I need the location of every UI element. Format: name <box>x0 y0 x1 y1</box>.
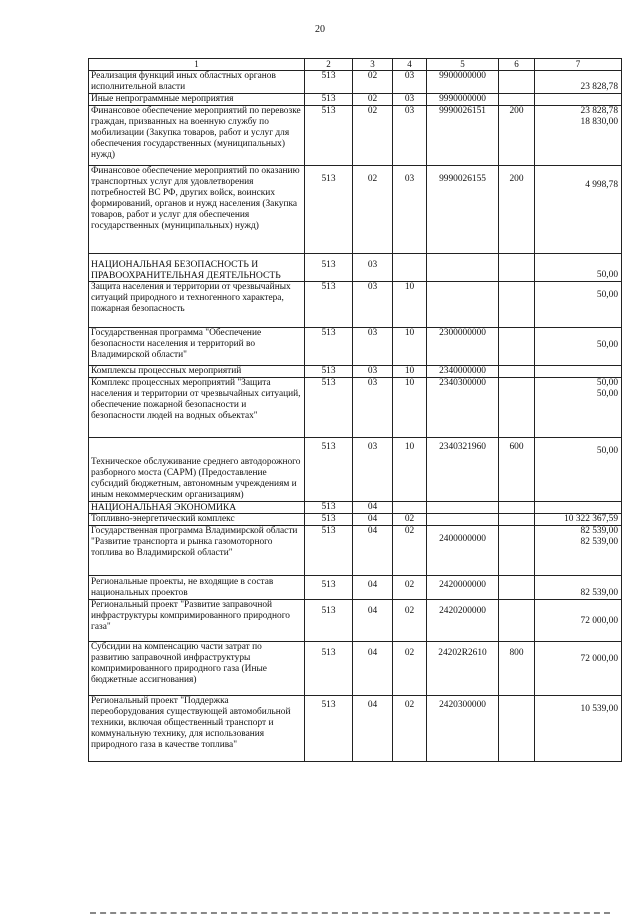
row-name: Финансовое обеспечение мероприятий по оказанию транспортных услуг для удовлетворения потребностей ВС РФ, других войск, воинских формирований, органов и нужд населения (Закупка товаров, работ и услуг для обеспечения государственных (муниципальных) нужд) <box>89 166 305 254</box>
table-row <box>89 526 622 576</box>
row-section: 02 <box>353 166 393 254</box>
row-subsection: 10 <box>393 438 427 502</box>
row-name: Региональный проект "Развитие заправочной инфраструктуры компримированного природного газа" <box>89 600 305 642</box>
row-section: 04 <box>353 514 393 526</box>
row-amount: 82 539,00 <box>535 576 622 600</box>
row-code-ministry: 513 <box>305 526 353 576</box>
table-row <box>89 106 622 166</box>
row-amount <box>535 378 622 438</box>
row-amount-value: 82 539,00 <box>580 526 618 536</box>
row-target-article <box>427 254 499 282</box>
header-cell: 4 <box>393 59 427 71</box>
row-subsection: 02 <box>393 642 427 696</box>
row-amount: 72 000,00 <box>535 600 622 642</box>
table-row <box>89 642 622 696</box>
row-subsection: 03 <box>393 71 427 94</box>
row-amount-value-2: 50,00 <box>596 389 618 399</box>
row-code-ministry: 513 <box>305 71 353 94</box>
row-section: 02 <box>353 106 393 166</box>
table-row <box>89 254 622 282</box>
row-section: 04 <box>353 526 393 576</box>
row-code-ministry: 513 <box>305 514 353 526</box>
row-section: 03 <box>353 254 393 282</box>
table-row <box>89 600 622 642</box>
budget-table <box>88 58 622 762</box>
row-section: 03 <box>353 378 393 438</box>
table-row <box>89 696 622 762</box>
row-target-article: 9990026151 <box>427 106 499 166</box>
row-code-ministry: 513 <box>305 254 353 282</box>
row-code-ministry: 513 <box>305 502 353 514</box>
row-name: Техническое обслуживание среднего автодорожного разборного моста (САРМ) (Предоставление субсидий бюджетным, автономным учреждениям и иным некоммерческим организациям) <box>89 438 305 502</box>
row-section: 02 <box>353 94 393 106</box>
row-amount: 50,00 <box>535 438 622 502</box>
row-section: 04 <box>353 600 393 642</box>
row-amount: 50,00 <box>535 254 622 282</box>
row-name: Финансовое обеспечение мероприятий по перевозке граждан, призванных на военную службу по мобилизации (Закупка товаров, работ и услуг для обеспечения государственных (муниципальных) нужд) <box>89 106 305 166</box>
row-amount: 72 000,00 <box>535 642 622 696</box>
row-target-article: 2340300000 <box>427 378 499 438</box>
row-code-ministry: 513 <box>305 576 353 600</box>
table-row <box>89 94 622 106</box>
row-subsection: 02 <box>393 696 427 762</box>
row-expense-type <box>499 526 535 576</box>
table-row <box>89 366 622 378</box>
row-target-article: 24202R2610 <box>427 642 499 696</box>
row-name: НАЦИОНАЛЬНАЯ ЭКОНОМИКА <box>89 502 305 514</box>
row-expense-type: 200 <box>499 166 535 254</box>
row-section: 04 <box>353 576 393 600</box>
row-amount: 10 539,00 <box>535 696 622 762</box>
row-name: Государственная программа "Обеспечение безопасности населения и территорий во Владимирской области" <box>89 328 305 366</box>
row-amount <box>535 502 622 514</box>
row-code-ministry: 513 <box>305 378 353 438</box>
row-target-article: 2400000000 <box>427 526 499 576</box>
row-section: 03 <box>353 328 393 366</box>
row-code-ministry: 513 <box>305 328 353 366</box>
row-amount <box>535 94 622 106</box>
row-name: НАЦИОНАЛЬНАЯ БЕЗОПАСНОСТЬ И ПРАВООХРАНИТЕЛЬНАЯ ДЕЯТЕЛЬНОСТЬ <box>89 254 305 282</box>
row-amount-value: 50,00 <box>596 378 618 388</box>
row-subsection: 10 <box>393 366 427 378</box>
row-name: Защита населения и территории от чрезвычайных ситуаций природного и техногенного характера, пожарная безопасность <box>89 282 305 328</box>
table-row <box>89 576 622 600</box>
row-expense-type <box>499 254 535 282</box>
row-code-ministry: 513 <box>305 696 353 762</box>
row-name: Реализация функций иных областных органов исполнительной власти <box>89 71 305 94</box>
row-amount: 50,00 <box>535 282 622 328</box>
row-subsection <box>393 502 427 514</box>
row-subsection: 02 <box>393 514 427 526</box>
row-name: Государственная программа Владимирской области "Развитие транспорта и рынка газомоторного топлива во Владимирской области" <box>89 526 305 576</box>
row-target-article <box>427 282 499 328</box>
row-target-article: 9900000000 <box>427 71 499 94</box>
row-target-article: 9990026155 <box>427 166 499 254</box>
header-cell: 6 <box>499 59 535 71</box>
row-expense-type <box>499 366 535 378</box>
row-section: 03 <box>353 282 393 328</box>
row-name: Региональный проект "Поддержка переоборудования существующей автомобильной техники, включая общественный транспорт и коммунальную технику, для использования природного газа в качестве топлива" <box>89 696 305 762</box>
row-subsection: 03 <box>393 106 427 166</box>
row-name: Региональные проекты, не входящие в состав национальных проектов <box>89 576 305 600</box>
row-expense-type <box>499 514 535 526</box>
row-section: 03 <box>353 366 393 378</box>
row-amount: 4 998,78 <box>535 166 622 254</box>
row-code-ministry: 513 <box>305 94 353 106</box>
row-code-ministry: 513 <box>305 600 353 642</box>
table-row <box>89 502 622 514</box>
row-target-article: 9990000000 <box>427 94 499 106</box>
page-bottom-edge <box>90 912 610 914</box>
table-row <box>89 71 622 94</box>
row-subsection: 02 <box>393 526 427 576</box>
row-expense-type <box>499 378 535 438</box>
row-target-article <box>427 514 499 526</box>
header-cell: 5 <box>427 59 499 71</box>
row-code-ministry: 513 <box>305 642 353 696</box>
row-target-article <box>427 502 499 514</box>
row-subsection: 03 <box>393 94 427 106</box>
row-subsection: 02 <box>393 576 427 600</box>
row-expense-type <box>499 576 535 600</box>
row-section: 02 <box>353 71 393 94</box>
row-target-article: 2340000000 <box>427 366 499 378</box>
page-number: 20 <box>315 24 325 35</box>
row-name: Комплексы процессных мероприятий <box>89 366 305 378</box>
row-section: 04 <box>353 502 393 514</box>
table-row <box>89 378 622 438</box>
row-amount: 50,00 <box>535 328 622 366</box>
table-header-row <box>89 59 622 71</box>
row-expense-type: 800 <box>499 642 535 696</box>
row-amount: 10 322 367,59 <box>535 514 622 526</box>
row-name: Субсидии на компенсацию части затрат по развитию заправочной инфраструктуры компримированного природного газа (Иные бюджетные ассигнования) <box>89 642 305 696</box>
row-name: Иные непрограммные мероприятия <box>89 94 305 106</box>
table-row <box>89 328 622 366</box>
row-expense-type <box>499 696 535 762</box>
row-expense-type <box>499 502 535 514</box>
row-name: Топливно-энергетический комплекс <box>89 514 305 526</box>
row-amount-value-2: 82 539,00 <box>580 537 618 547</box>
table-row <box>89 514 622 526</box>
row-target-article: 2300000000 <box>427 328 499 366</box>
row-subsection: 10 <box>393 328 427 366</box>
row-amount: 23 828,78 <box>535 71 622 94</box>
table-row <box>89 282 622 328</box>
row-expense-type <box>499 94 535 106</box>
row-subsection: 10 <box>393 282 427 328</box>
row-expense-type: 200 <box>499 106 535 166</box>
table-row <box>89 166 622 254</box>
row-target-article: 2340321960 <box>427 438 499 502</box>
row-expense-type <box>499 328 535 366</box>
row-code-ministry: 513 <box>305 366 353 378</box>
row-amount <box>535 366 622 378</box>
row-code-ministry: 513 <box>305 282 353 328</box>
row-expense-type <box>499 71 535 94</box>
row-expense-type: 600 <box>499 438 535 502</box>
row-name: Комплекс процессных мероприятий "Защита населения и территории от чрезвычайных ситуаций, обеспечение пожарной безопасности и безопасности людей на водных объектах" <box>89 378 305 438</box>
row-amount-value: 23 828,78 <box>580 106 618 116</box>
row-subsection: 02 <box>393 600 427 642</box>
row-target-article: 2420200000 <box>427 600 499 642</box>
row-amount <box>535 106 622 166</box>
table-row <box>89 438 622 502</box>
row-code-ministry: 513 <box>305 166 353 254</box>
row-target-article: 2420000000 <box>427 576 499 600</box>
header-cell: 1 <box>89 59 305 71</box>
row-section: 04 <box>353 696 393 762</box>
header-cell: 3 <box>353 59 393 71</box>
row-subsection <box>393 254 427 282</box>
row-amount-value-2: 18 830,00 <box>580 117 618 127</box>
row-code-ministry: 513 <box>305 438 353 502</box>
row-section: 04 <box>353 642 393 696</box>
row-section: 03 <box>353 438 393 502</box>
row-expense-type <box>499 600 535 642</box>
row-expense-type <box>499 282 535 328</box>
row-amount <box>535 526 622 576</box>
row-subsection: 03 <box>393 166 427 254</box>
row-code-ministry: 513 <box>305 106 353 166</box>
header-cell: 7 <box>535 59 622 71</box>
row-target-article: 2420300000 <box>427 696 499 762</box>
row-subsection: 10 <box>393 378 427 438</box>
header-cell: 2 <box>305 59 353 71</box>
